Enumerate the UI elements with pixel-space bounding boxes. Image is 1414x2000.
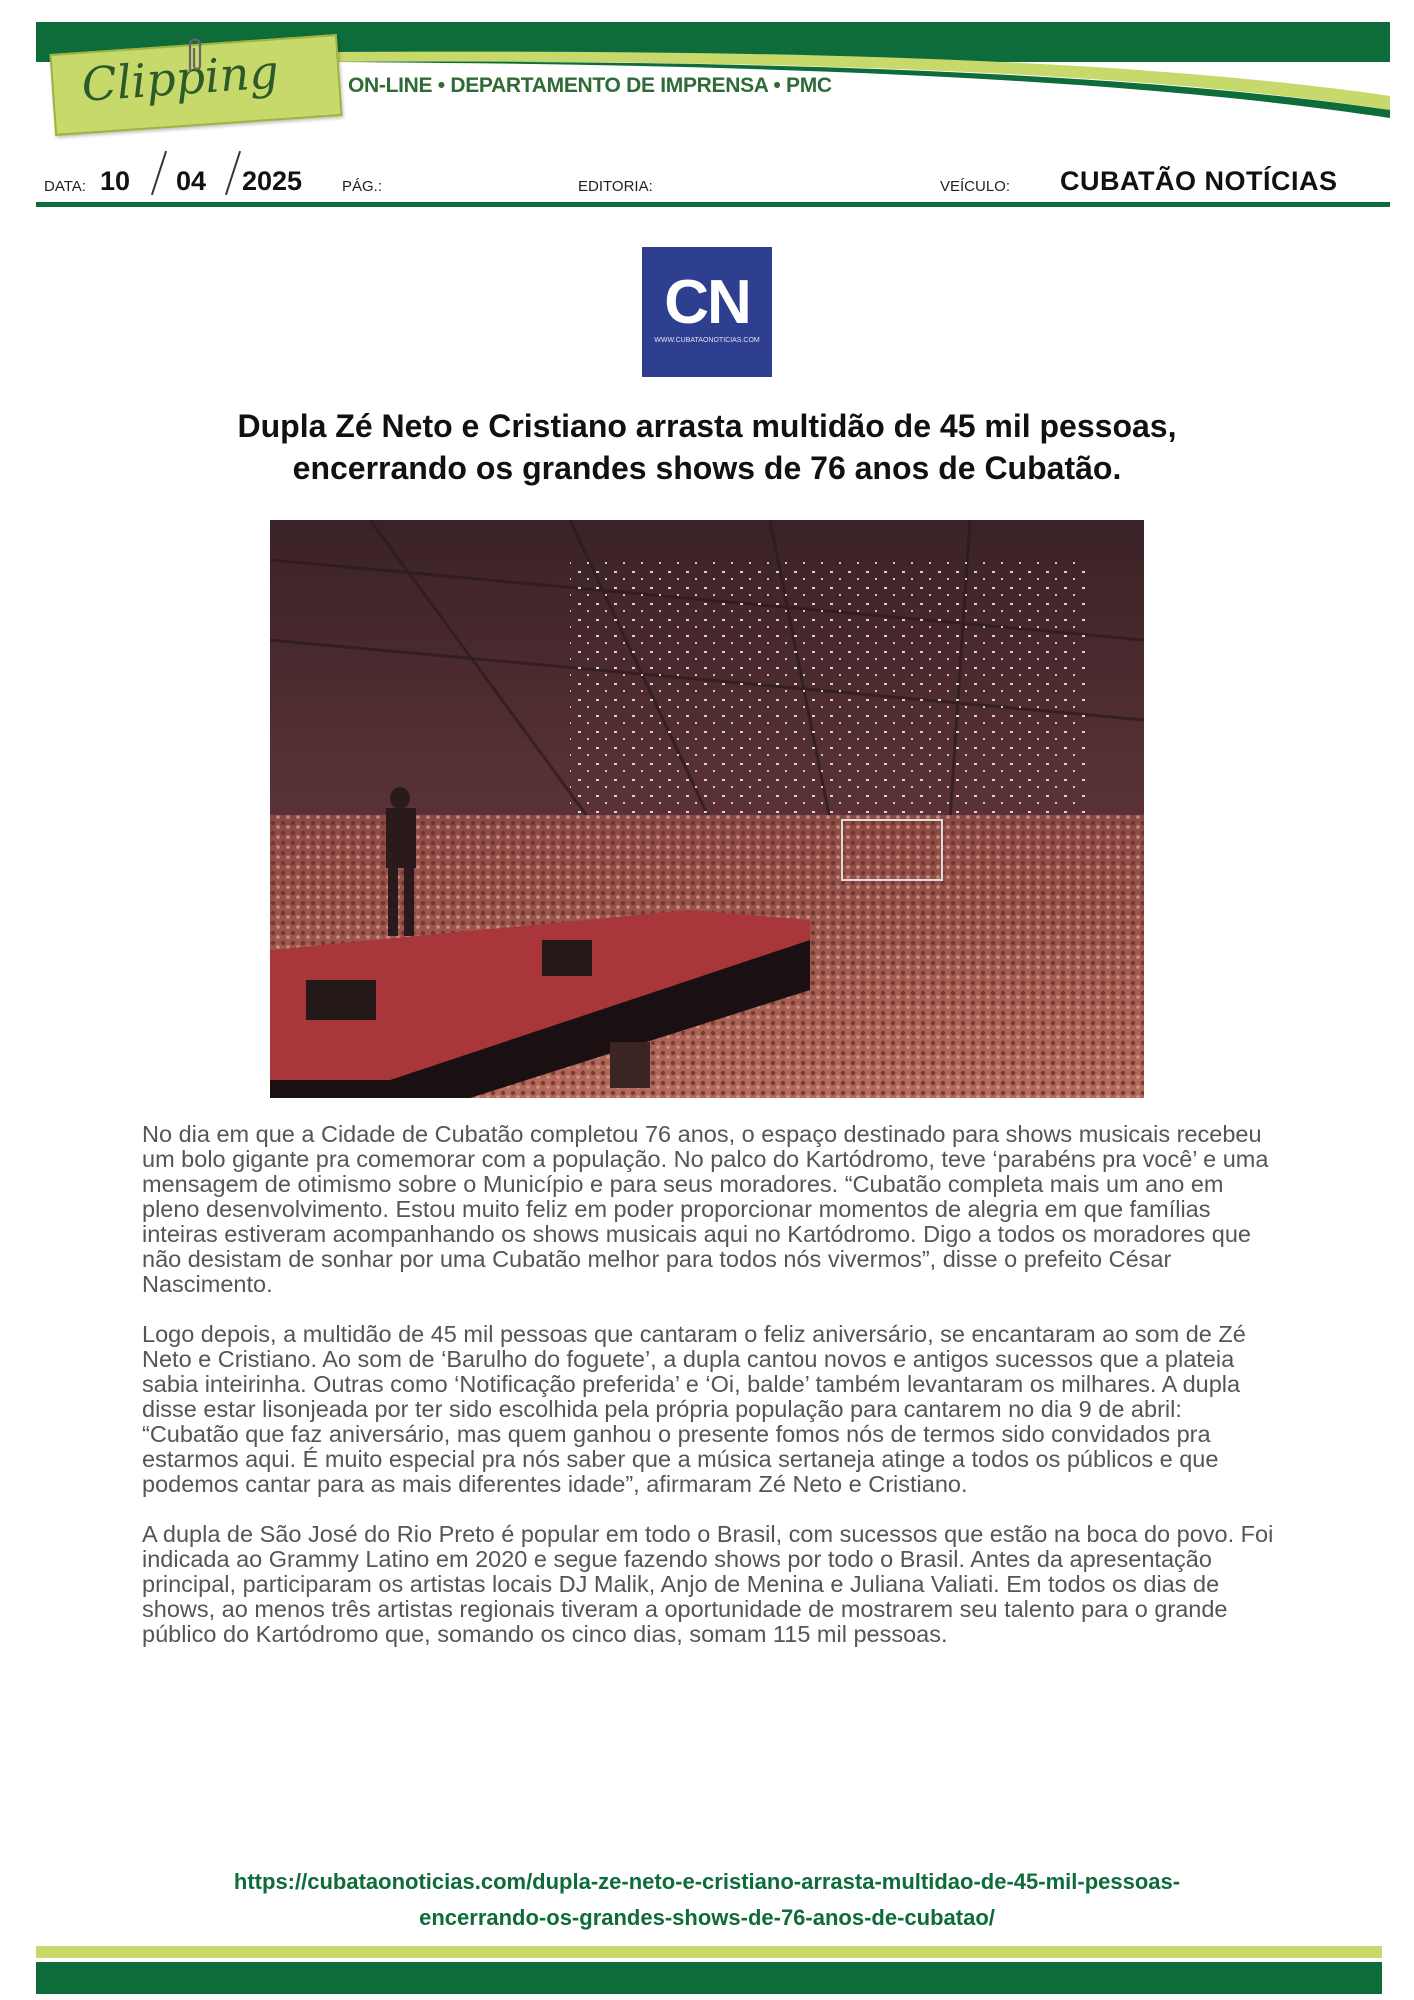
date-day: 10	[100, 166, 131, 196]
source-link-line-1[interactable]: https://cubataonoticias.com/dupla-ze-neto-e-cristiano-arrasta-multidao-de-45-mil-pessoas-	[233, 1869, 1181, 1894]
header-rule	[36, 202, 1390, 207]
concert-photo	[270, 520, 1144, 1098]
date-year: 2025	[242, 166, 303, 196]
article-headline	[140, 405, 1274, 489]
date-separator	[151, 151, 167, 195]
headline-line-1: Dupla Zé Neto e Cristiano arrasta multidão de 45 mil pessoas,	[237, 408, 1177, 444]
vehicle-label: VEÍCULO:	[940, 178, 1011, 195]
logo-url: WWW.CUBATAONOTICIAS.COM	[654, 337, 760, 344]
source-link-line-2[interactable]: encerrando-os-grandes-shows-de-76-anos-de-cubatao/	[419, 1905, 995, 1930]
article-paragraph: No dia em que a Cidade de Cubatão completou 76 anos, o espaço destinado para shows musicais recebeu um bolo gigante pra comemorar com a população. No palco do Kartódromo, teve ‘parabéns pra você’ e uma mensagem de otimismo sobre o Município e para seus moradores. “Cubatão completa mais um ano em pleno desenvolvimento. Estou muito feliz em poder proporcionar momentos de alegria em que famílias inteiras estiveram acompanhando os shows musicais aqui no Kartódromo. Digo a todos os moradores que não desistam de sonhar por uma Cubatão melhor para todos nós vivermos”, disse o prefeito César Nascimento.	[142, 1121, 1269, 1297]
clipping-label: Clipping	[79, 44, 281, 112]
paperclip-icon	[180, 36, 210, 76]
logo-text: CN	[664, 268, 750, 337]
date-month: 04	[176, 166, 207, 196]
editoria-label: EDITORIA:	[578, 178, 653, 195]
department-title: ON-LINE • DEPARTAMENTO DE IMPRENSA • PMC	[348, 74, 832, 97]
page-label: PÁG.:	[342, 178, 383, 195]
cn-logo	[642, 247, 772, 377]
date-label: DATA:	[44, 178, 86, 195]
vehicle-name: CUBATÃO NOTÍCIAS	[1060, 166, 1338, 196]
footer-green-bar	[36, 1962, 1382, 1994]
article-paragraph: Logo depois, a multidão de 45 mil pessoas que cantaram o feliz aniversário, se encantaram ao som de Zé Neto e Cristiano. Ao som de ‘Barulho do foguete’, a dupla cantou novos e antigos sucessos que a plateia sabia inteirinha. Outras como ‘Notificação preferida’ e ‘Oi, balde’ também levantaram os milhares. A dupla disse estar lisonjeada por ter sido escolhida pela própria população para cantarem no dia 9 de abril: “Cubatão que faz aniversário, mas quem ganhou o presente fomos nós de termos sido convidados pra estarmos aqui. É muito especial pra nós saber que a música sertaneja atinge a todos os públicos e que podemos cantar para as mais diferentes idade”, afirmaram Zé Neto e Cristiano.	[142, 1321, 1246, 1497]
date-separator	[225, 151, 241, 195]
source-link[interactable]	[120, 1864, 1294, 1936]
headline-line-2: encerrando os grandes shows de 76 anos de Cubatão.	[292, 450, 1122, 486]
footer-lime-bar	[36, 1946, 1382, 1958]
article-body	[142, 1122, 1282, 1672]
article-paragraph: A dupla de São José do Rio Preto é popular em todo o Brasil, com sucessos que estão na boca do povo. Foi indicada ao Grammy Latino em 2020 e segue fazendo shows por todo o Brasil. Antes da apresentação principal, participaram os artistas locais DJ Malik, Anjo de Menina e Juliana Valiati. Em todos os dias de shows, ao menos três artistas regionais tiveram a oportunidade de mostrarem seu talento para o grande público do Kartódromo que, somando os cinco dias, somam 115 mil pessoas.	[142, 1521, 1274, 1647]
